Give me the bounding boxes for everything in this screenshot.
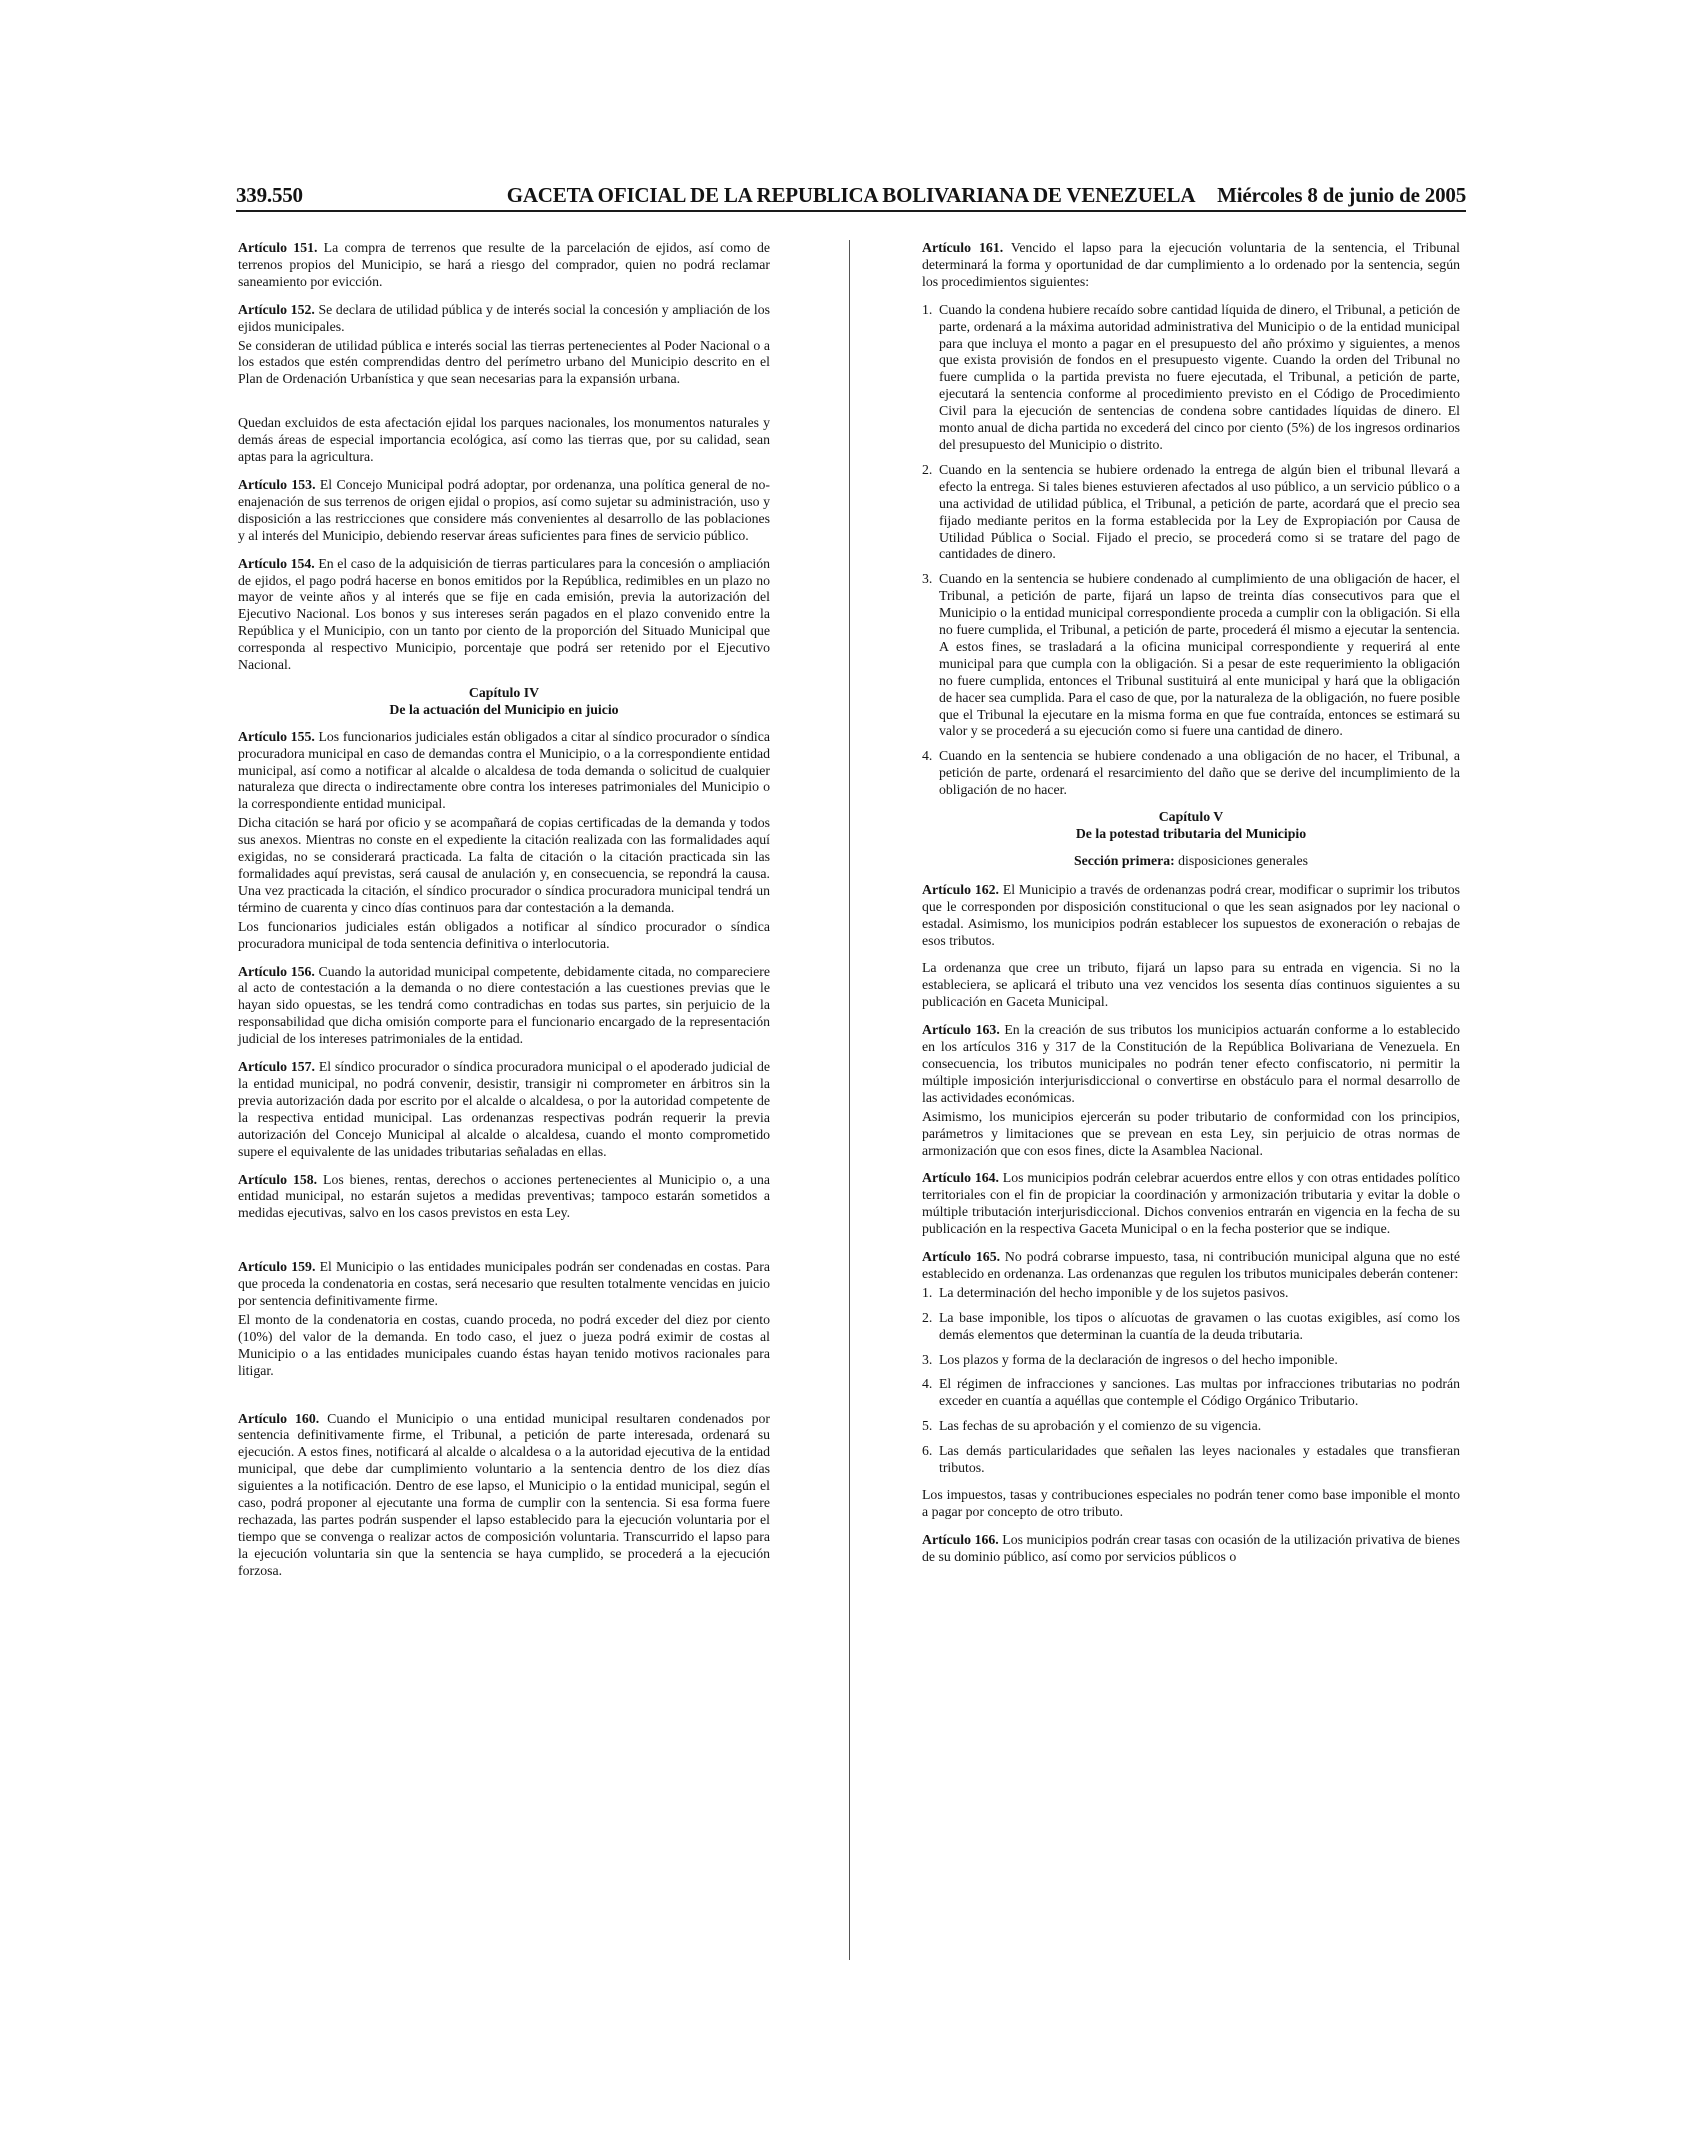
chapter-subtitle: De la actuación del Municipio en juicio [389,701,619,717]
article-label: Artículo 151. [238,240,318,255]
article-label: Artículo 159. [238,1259,316,1275]
article-text: Los bienes, rentas, derechos o acciones pertenecientes al Municipio o, a una entidad municipal, no estarán sujetos a medidas preventivas; tampoco estarán sometidos a medidas ejecutivas, salvo en los casos previstos en esta Ley. [238,1171,770,1221]
article-165-list [922,1285,1460,1477]
article-165 [922,1249,1460,1283]
right-column [922,240,1460,1577]
item-text: Cuando en la sentencia se hubiere condenado a una obligación de no hacer, el Tribunal, a petición de parte, ordenará el resarcimiento del daño que se derive del incumplimiento de la obligación de no hacer. [939,748,1460,798]
article-label: Artículo 162. [922,881,1000,897]
chapter-5-heading [922,809,1460,843]
item-number: 6. [922,1443,933,1459]
item-text: La determinación del hecho imponible y de los sujetos pasivos. [939,1284,1289,1300]
item-number: 3. [922,1351,933,1367]
article-label: Artículo 157. [238,1059,316,1075]
article-155-paragraph-2: Dicha citación se hará por oficio y se acompañará de copias certificadas de la demanda y todos sus anexos. Mientras no conste en el expediente la citación realizada con las formalidades aquí exigidas, no se considerará practicada. La falta de citación o la citación practicada sin las formalidades aquí previstas, será causal de anulación y, en consecuencia, se repondrá la causa. Una vez practicada la citación, el síndico procurador o síndica procuradora municipal tendrá un término de cuarenta y cinco días continuos para dar contestación a la demanda. [238,815,770,915]
article-label: Artículo 154. [238,555,315,571]
list-item [922,1376,1460,1410]
article-157 [238,1059,770,1160]
article-155 [238,729,770,814]
page-header [236,183,1466,209]
article-text: El síndico procurador o síndica procuradora municipal o el apoderado judicial de la entidad municipal, no podrá convenir, desistir, transigir ni comprometer en árbitros sin la previa autorización dada por escrito por el alcalde o alcaldesa, o por la autoridad competente de la respectiva entidad municipal. Las ordenanzas respectivas podrán requerir la previa autorización del Concejo Municipal al alcalde o alcaldesa, cuando el monto comprometido supere el equivalente de las unidades tributarias señaladas en ellas. [238,1059,770,1159]
article-label: Artículo 166. [922,1531,999,1547]
article-text: Los municipios podrán celebrar acuerdos entre ellos y con otras entidades político territoriales con el fin de propiciar la coordinación y armonización tributaria y evitar la doble o múltiple tributación interjurisdiccional. Dichos convenios entrarán en vigencia en la fecha de su publicación en la respectiva Gaceta Municipal o en la fecha posterior que se indique. [922,1170,1460,1237]
item-text: Las demás particularidades que señalen las leyes nacionales y estadales que transfieran tributos. [939,1443,1460,1476]
item-number: 1. [922,301,933,317]
list-item [922,1310,1460,1344]
article-162 [922,882,1460,950]
article-164 [922,1170,1460,1238]
article-162-paragraph-2: La ordenanza que cree un tributo, fijará un lapso para su entrada en vigencia. Si no la estableciera, se aplicará el tributo una vez vencidos los sesenta días continuos siguientes a su publicación en Gaceta Municipal. [922,960,1460,1010]
article-text: Se declara de utilidad pública y de interés social la concesión y ampliación de los ejidos municipales. [238,301,770,334]
list-item [922,462,1460,563]
article-text: Los municipios podrán crear tasas con ocasión de la utilización privativa de bienes de su dominio público, así como por servicios públicos o [922,1531,1460,1564]
item-text: Cuando la condena hubiere recaído sobre cantidad líquida de dinero, el Tribunal, a petición de parte, ordenará a la máxima autoridad administrativa del Municipio o de la entidad municipal para que incluya el monto a pagar en el presupuesto del año próximo y siguientes, a menos que exista provisión de fondos en el presupuesto vigente. Cuando la orden del Tribunal no fuere cumplida o la partida prevista no fuere ejecutada, el Tribunal, a petición de parte, ejecutará la sentencia conforme al procedimiento previsto en el Código de Procedimiento Civil para la ejecución de sentencias de condena sobre cantidades líquidas de dinero. El monto anual de dicha partida no excederá del cinco por ciento (5%) de los ingresos ordinarios del presupuesto del Municipio o distrito. [939,301,1460,452]
item-number: 4. [922,1376,933,1392]
item-text: Las fechas de su aprobación y el comienzo de su vigencia. [939,1418,1262,1434]
article-label: Artículo 164. [922,1170,999,1186]
article-label: Artículo 165. [922,1249,1001,1265]
section-heading [922,853,1460,870]
article-160 [238,1411,770,1580]
item-text: Cuando en la sentencia se hubiere condenado al cumplimiento de una obligación de hacer, el Tribunal, a petición de parte, fijará un lapso de treinta días consecutivos para que el Municipio o la entidad municipal correspondiente proceda a cumplir con la obligación. Si ella no fuere cumplida, el Tribunal, a petición de parte, procederá él mismo a ejecutar la sentencia. A estos fines, se trasladará a la oficina municipal correspondiente y requerirá al ente municipal para que cumpla con la obligación. Si a pesar de este requerimiento la obligación no fuere cumplida, entonces el Tribunal sustituirá al ente municipal y hará que la obligación de hacer sea cumplida. Para el caso de que, por la naturaleza de la obligación, no fuere posible que el Tribunal la ejecutare en la misma forma en que fue contraída, entonces se estimará su valor y se procederá a su ejecución como si fuere una cantidad de dinero. [939,571,1460,739]
item-text: Los plazos y forma de la declaración de ingresos o del hecho imponible. [939,1351,1338,1367]
article-152-paragraph-3: Quedan excluidos de esta afectación ejidal los parques nacionales, los monumentos naturales y demás áreas de especial importancia ecológica, así como las tierras que, por su calidad, sean aptas para la agricultura. [238,415,770,465]
article-163-paragraph-2: Asimismo, los municipios ejercerán su poder tributario de conformidad con los principios, parámetros y limitaciones que se prevean en esta Ley, sin perjuicio de otras normas de armonización que con esos fines, dicte la Asamblea Nacional. [922,1108,1460,1158]
column-divider [849,240,850,1960]
article-label: Artículo 158. [238,1171,318,1187]
article-163 [922,1022,1460,1107]
article-text: Vencido el lapso para la ejecución voluntaria de la sentencia, el Tribunal determinará la forma y oportunidad de dar cumplimiento a lo ordenado por la sentencia, según los procedimientos siguientes: [922,240,1460,289]
article-text: El Municipio o las entidades municipales podrán ser condenadas en costas. Para que proceda la condenatoria en costas, será necesario que resulten totalmente vencidas en juicio por sentencia definitivamente firme. [238,1259,770,1309]
left-column [238,240,770,1591]
item-number: 2. [922,461,933,477]
gazette-title: GACETA OFICIAL DE LA REPUBLICA BOLIVARIANA DE VENEZUELA [506,183,1196,207]
list-item [922,302,1460,454]
section-text: disposiciones generales [1174,852,1309,868]
article-label: Artículo 161. [922,240,1004,255]
article-text: La compra de terrenos que resulte de la parcelación de ejidos, así como de terrenos propios del Municipio, se hará a riesgo del comprador, quien no podrá reclamar saneamiento por evicción. [238,240,770,289]
list-item [922,1418,1460,1435]
item-number: 3. [922,571,933,587]
article-text: Cuando la autoridad municipal competente, debidamente citada, no compareciere al acto de contestación a la demanda o no diere contestación a las cuestiones previas que le hayan sido opuestas, se les tendrá como contradichas en todas sus partes, sin perjuicio de la responsabilidad que dicha omisión comporte para el funcionario encargado de la representación judicial de los intereses patrimoniales de la entidad. [238,963,770,1047]
article-155-paragraph-3: Los funcionarios judiciales están obligados a notificar al síndico procurador o síndica procuradora municipal de toda sentencia definitiva o interlocutoria. [238,918,770,951]
article-159 [238,1259,770,1310]
article-166 [922,1532,1460,1566]
article-text: No podrá cobrarse impuesto, tasa, ni contribución municipal alguna que no esté establecido en ordenanza. Las ordenanzas que regulen los tributos municipales deberán contener: [922,1249,1460,1281]
chapter-subtitle: De la potestad tributaria del Municipio [1075,826,1307,841]
article-151 [238,240,770,291]
item-number: 4. [922,748,933,764]
article-label: Artículo 152. [238,301,315,317]
article-text: En la creación de sus tributos los municipios actuarán conforme a lo establecido en los artículos 316 y 317 de la Constitución de la República Bolivariana de Venezuela. En consecuencia, los tributos municipales no podrán tener efecto confiscatorio, ni permitir la múltiple imposición interjurisdiccional o convertirse en obstáculo para el normal desarrollo de las actividades económicas. [922,1022,1460,1105]
header-rule [236,210,1466,212]
list-item [922,748,1460,799]
article-154 [238,556,770,674]
article-161 [922,240,1460,291]
item-text: La base imponible, los tipos o alícuotas de gravamen o las cuotas exigibles, así como los demás elementos que determinan la cuantía de la deuda tributaria. [939,1309,1460,1342]
list-item [922,1443,1460,1477]
article-text: El Municipio a través de ordenanzas podrá crear, modificar o suprimir los tributos que le corresponden por disposición constitucional o que les sean asignados por ley nacional o estadal. Asimismo, los municipios podrán establecer los supuestos de exoneración o rebajas de esos tributos. [922,881,1461,948]
article-label: Artículo 155. [238,728,315,744]
article-text: Cuando el Municipio o una entidad municipal resultaren condenados por sentencia definitivamente firme, el Tribunal, a petición de parte interesada, ordenará su ejecución. A estos fines, notificará al alcalde o alcaldesa o a la autoridad ejecutiva de la entidad municipal, que debe dar cumplimiento voluntario a la sentencia dentro de los diez días siguientes a la notificación. Dentro de ese lapso, el Municipio o la entidad municipal, según el caso, podrá proponer al ejecutante una forma de cumplir con la sentencia. Si esa forma fuere rechazada, las partes podrán suspender el lapso establecido para la ejecución voluntaria por el tiempo que se convenga o realizar actos de composición voluntaria. Transcurrido el lapso para la ejecución voluntaria sin que la sentencia se haya cumplido, se procederá a la ejecución forzosa. [238,1410,770,1578]
article-text: En el caso de la adquisición de tierras particulares para la concesión o ampliación de ejidos, el pago podrá hacerse en bonos emitidos por la República, redimibles en un plazo no mayor de veinte años y al interés que se fije en cada emisión, previa la autorización del Ejecutivo Nacional. Los bonos y sus intereses serán pagados en el plazo convenido entre la República y el Municipio, con un tanto por ciento de la proporción del Situado Municipal que corresponda al respectivo Municipio, porcentaje que podrá ser retenido por el Ejecutivo Nacional. [238,555,770,673]
list-item [922,1285,1460,1302]
article-152-paragraph-2: Se consideran de utilidad pública e interés social las tierras pertenecientes al Poder Nacional o a los estados que estén comprendidas dentro del perímetro urbano del Municipio descrito en el Plan de Ordenación Urbanística y que sean necesarias para la expansión urbana. [238,337,770,387]
article-159-paragraph-2: El monto de la condenatoria en costas, cuando proceda, no podrá exceder del diez por ciento (10%) del valor de la demanda. En todo caso, el juez o jueza podrá eximir de costas al Municipio o a las entidades municipales cuando éstas hayan tenido motivos racionales para litigar. [238,1311,770,1378]
article-152 [238,302,770,336]
item-text: El régimen de infracciones y sanciones. Las multas por infracciones tributarias no podrán exceder en cuantía a aquéllas que contemple el Código Orgánico Tributario. [939,1376,1460,1409]
article-165-paragraph-2: Los impuestos, tasas y contribuciones especiales no podrán tener como base imponible el monto a pagar por concepto de otro tributo. [922,1487,1460,1519]
article-label: Artículo 153. [238,476,316,492]
section-label: Sección primera: [1073,852,1175,868]
article-label: Artículo 160. [238,1410,320,1426]
article-161-list [922,302,1460,799]
chapter-title: Capítulo V [1158,809,1224,825]
list-item [922,571,1460,740]
article-156 [238,964,770,1049]
article-158 [238,1172,770,1223]
page-number: 339.550 [236,183,303,207]
article-text: Los funcionarios judiciales están obligados a citar al síndico procurador o síndica procuradora municipal en caso de demandas contra el Municipio, o a la correspondiente entidad municipal, así como a notificar al alcalde o alcaldesa de toda demanda o solicitud de cualquier naturaleza que directa o indirectamente obre contra los intereses patrimoniales del Municipio o la correspondiente entidad municipal. [238,728,771,812]
issue-date: Miércoles 8 de junio de 2005 [1217,183,1466,207]
item-number: 5. [922,1418,933,1434]
article-153 [238,477,770,545]
item-text: Cuando en la sentencia se hubiere ordenado la entrega de algún bien el tribunal llevará a efecto la entrega. Si tales bienes estuvieren afectados al uso público, a un servicio público o a una actividad de utilidad pública, el Tribunal, a petición de parte, acordará que el precio sea fijado mediante peritos en la forma establecida por la Ley de Expropiación por Causa de Utilidad Pública o Social. Fijado el precio, se procederá como si se tratare del pago de cantidades de dinero. [939,461,1460,562]
chapter-4-heading [238,685,770,719]
item-number: 1. [922,1284,933,1300]
article-label: Artículo 163. [922,1022,1000,1038]
article-label: Artículo 156. [238,963,315,979]
item-number: 2. [922,1309,933,1325]
chapter-title: Capítulo IV [468,684,540,700]
list-item [922,1352,1460,1369]
article-text: El Concejo Municipal podrá adoptar, por ordenanza, una política general de no-enajenación de sus terrenos de origen ejidal o propios, así como sujetar su administración, uso y disposición a las restricciones que considere más convenientes al desarrollo de las poblaciones y al interés del Municipio, debiendo reservar áreas suficientes para fines de servicio público. [238,476,770,543]
